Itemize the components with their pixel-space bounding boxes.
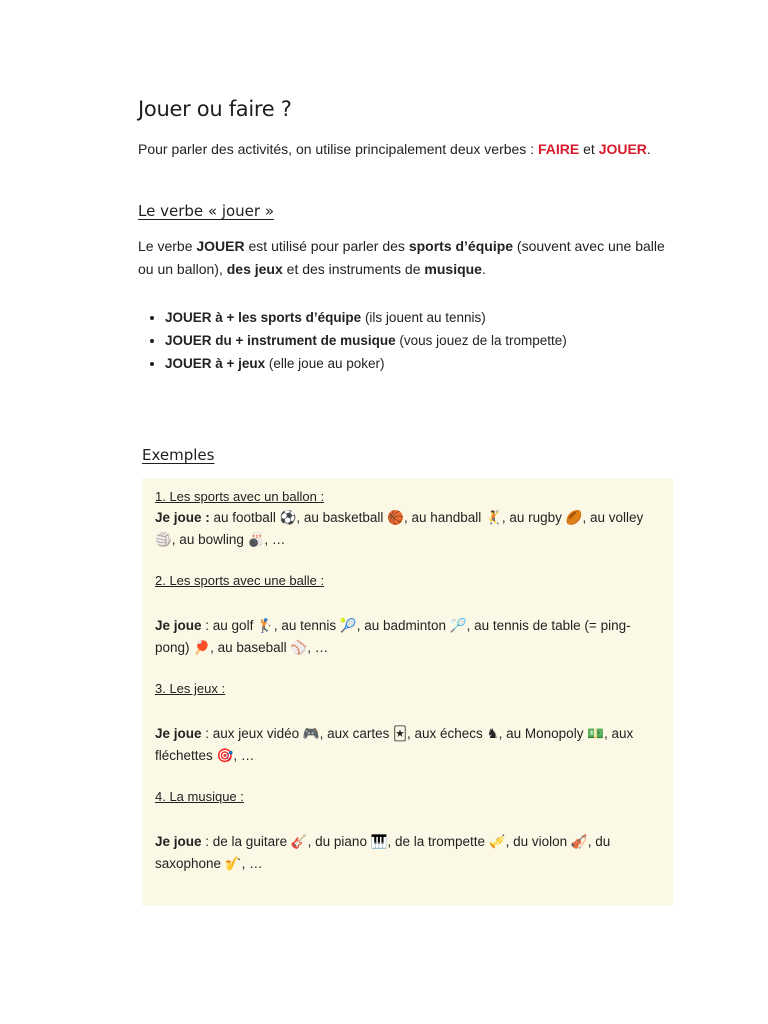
para-text: et des instruments de	[282, 261, 425, 277]
para-bold: JOUER	[196, 238, 245, 254]
para-bold: musique	[424, 261, 482, 277]
example-section-title: 3. Les jeux :	[155, 681, 226, 696]
rule-example: (ils jouent au tennis)	[361, 310, 486, 325]
para-bold: des jeux	[226, 261, 283, 277]
example-line	[155, 507, 660, 551]
section-heading-jouer: Le verbe « jouer »	[138, 202, 275, 220]
rule-example: (vous jouez de la trompette)	[395, 333, 567, 348]
example-line	[155, 723, 660, 767]
verb-jouer: JOUER	[598, 141, 647, 157]
para-text: (souvent avec une balle ou un ballon),	[138, 238, 665, 277]
example-lead: Je joue	[155, 834, 202, 849]
examples-heading: Exemples	[142, 446, 215, 464]
example-text: : de la guitare 🎸, du piano 🎹, de la trompette 🎺, du violon 🎻, du saxophone 🎷, …	[155, 834, 611, 871]
jouer-rules-list	[148, 306, 725, 375]
example-text: au football ⚽, au basketball 🏀, au handball 🤾, au rugby 🏉, au volley 🏐, au bowling 🎳, …	[155, 510, 644, 547]
example-text: : au golf 🏌, au tennis 🎾, au badminton 🏸, au tennis de table (= ping-pong) 🏓, au baseball ⚾, …	[155, 618, 631, 655]
para-text: est utilisé pour parler des	[244, 238, 409, 254]
example-section-title: 2. Les sports avec une balle :	[155, 573, 325, 588]
example-text: : aux jeux vidéo 🎮, aux cartes 🃏, aux échecs ♞, au Monopoly 💵, aux fléchettes 🎯, …	[155, 726, 634, 763]
intro-end: .	[646, 141, 651, 157]
verb-faire: FAIRE	[537, 141, 580, 157]
intro-paragraph	[138, 139, 718, 159]
example-section-title: 4. La musique :	[155, 789, 244, 804]
page-title: Jouer ou faire ?	[138, 97, 292, 121]
list-item	[165, 306, 725, 329]
intro-text: Pour parler des activités, on utilise principalement deux verbes :	[138, 141, 538, 157]
para-text: Le verbe	[138, 238, 197, 254]
list-item	[165, 352, 725, 375]
jouer-paragraph	[138, 235, 678, 281]
example-section-title: 1. Les sports avec un ballon :	[155, 489, 325, 504]
rule-bold: JOUER à + jeux	[165, 356, 266, 371]
para-text: .	[481, 261, 486, 277]
rule-bold: JOUER à + les sports d’équipe	[165, 310, 362, 325]
rule-bold: JOUER du + instrument de musique	[165, 333, 396, 348]
example-lead: Je joue :	[155, 510, 210, 525]
example-line	[155, 831, 660, 875]
para-bold: sports d’équipe	[408, 238, 514, 254]
example-lead: Je joue	[155, 726, 202, 741]
example-lead: Je joue	[155, 618, 202, 633]
example-line	[155, 615, 660, 659]
intro-connector: et	[579, 141, 599, 157]
rule-example: (elle joue au poker)	[265, 356, 385, 371]
examples-box	[142, 478, 673, 906]
list-item	[165, 329, 725, 352]
